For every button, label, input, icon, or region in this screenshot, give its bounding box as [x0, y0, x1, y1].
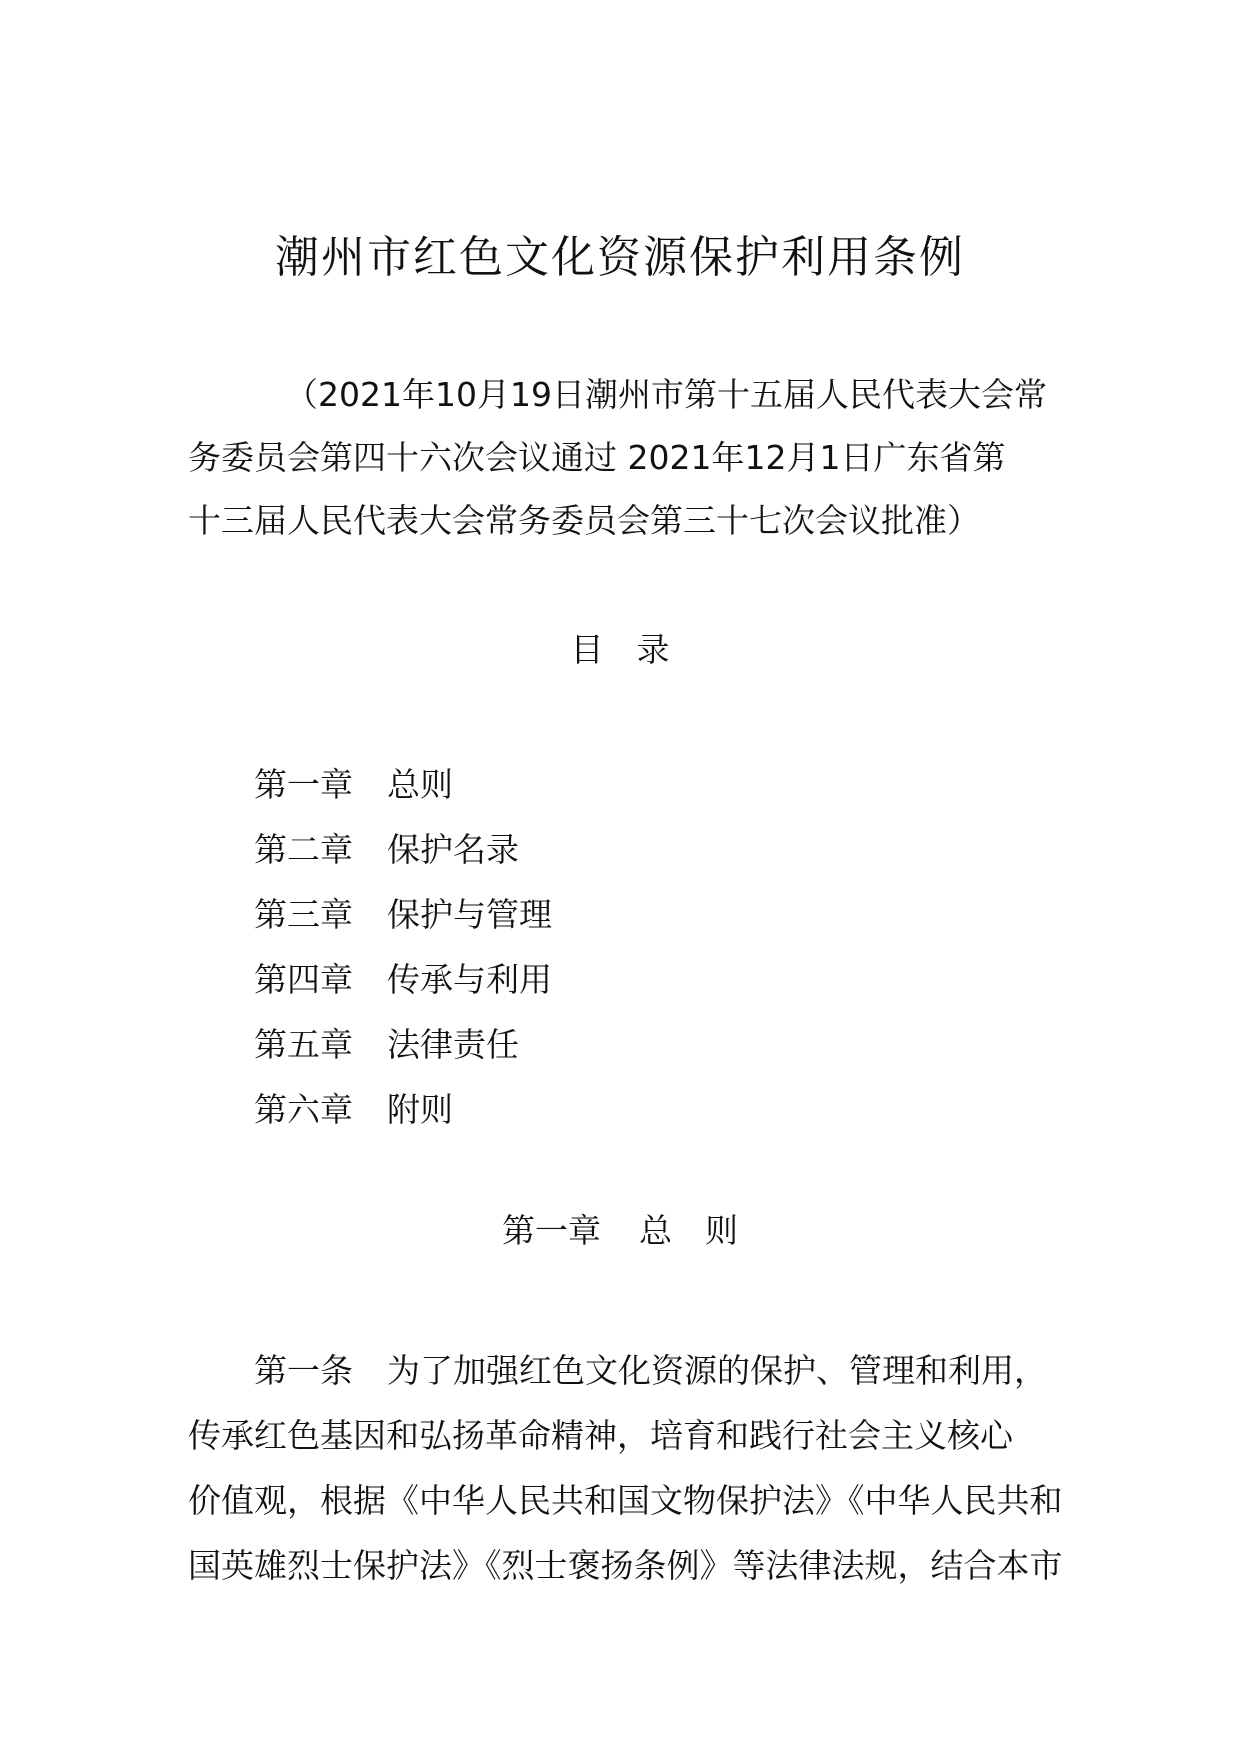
article-paragraph: [188, 1338, 1063, 1598]
article-line: 国英雄烈士保护法》《烈士褒扬条例》等法律法规，结合本市: [188, 1546, 1063, 1585]
approval-line: （2021年10月19日潮州市第十五届人民代表大会常: [285, 375, 1047, 414]
chapter-heading: [0, 1207, 1240, 1255]
toc-chapter-title: 保护名录: [387, 830, 519, 869]
toc-chapter-title: 总则: [387, 765, 453, 804]
article-line: [188, 1338, 1058, 1403]
toc-chapter-number: 第四章: [254, 960, 353, 999]
toc-chapter-title: 附则: [387, 1090, 453, 1129]
table-of-contents: [254, 752, 552, 1142]
toc-chapter-number: 第六章: [254, 1090, 353, 1129]
toc-item: [254, 947, 552, 1012]
chapter-title-part: 则: [705, 1211, 738, 1250]
toc-item: [254, 882, 552, 947]
toc-item: [254, 1077, 552, 1142]
toc-heading: 目录: [570, 630, 703, 669]
toc-item: [254, 817, 552, 882]
toc-chapter-title: 法律责任: [387, 1025, 519, 1064]
chapter-title-part: 总: [639, 1211, 672, 1250]
toc-chapter-title: 保护与管理: [387, 895, 552, 934]
chapter-number: 第一章: [502, 1211, 601, 1250]
approval-note: [188, 363, 1058, 552]
toc-item: [254, 1012, 552, 1077]
toc-chapter-number: 第一章: [254, 765, 353, 804]
document-title: 潮州市红色文化资源保护利用条例: [275, 232, 965, 283]
toc-chapter-number: 第二章: [254, 830, 353, 869]
approval-line: 务委员会第四十六次会议通过 2021年12月1日广东省第: [188, 438, 1006, 477]
article-line: 价值观，根据《中华人民共和国文物保护法》《中华人民共和: [188, 1481, 1063, 1520]
article-label: 第一条: [254, 1351, 353, 1390]
toc-item: [254, 752, 552, 817]
article-text: 为了加强红色文化资源的保护、管理和利用，: [387, 1351, 1047, 1390]
approval-line: 十三届人民代表大会常务委员会第三十七次会议批准）: [188, 501, 980, 540]
toc-chapter-title: 传承与利用: [387, 960, 552, 999]
toc-chapter-number: 第三章: [254, 895, 353, 934]
toc-chapter-number: 第五章: [254, 1025, 353, 1064]
article-line: 传承红色基因和弘扬革命精神，培育和践行社会主义核心: [188, 1416, 1013, 1455]
